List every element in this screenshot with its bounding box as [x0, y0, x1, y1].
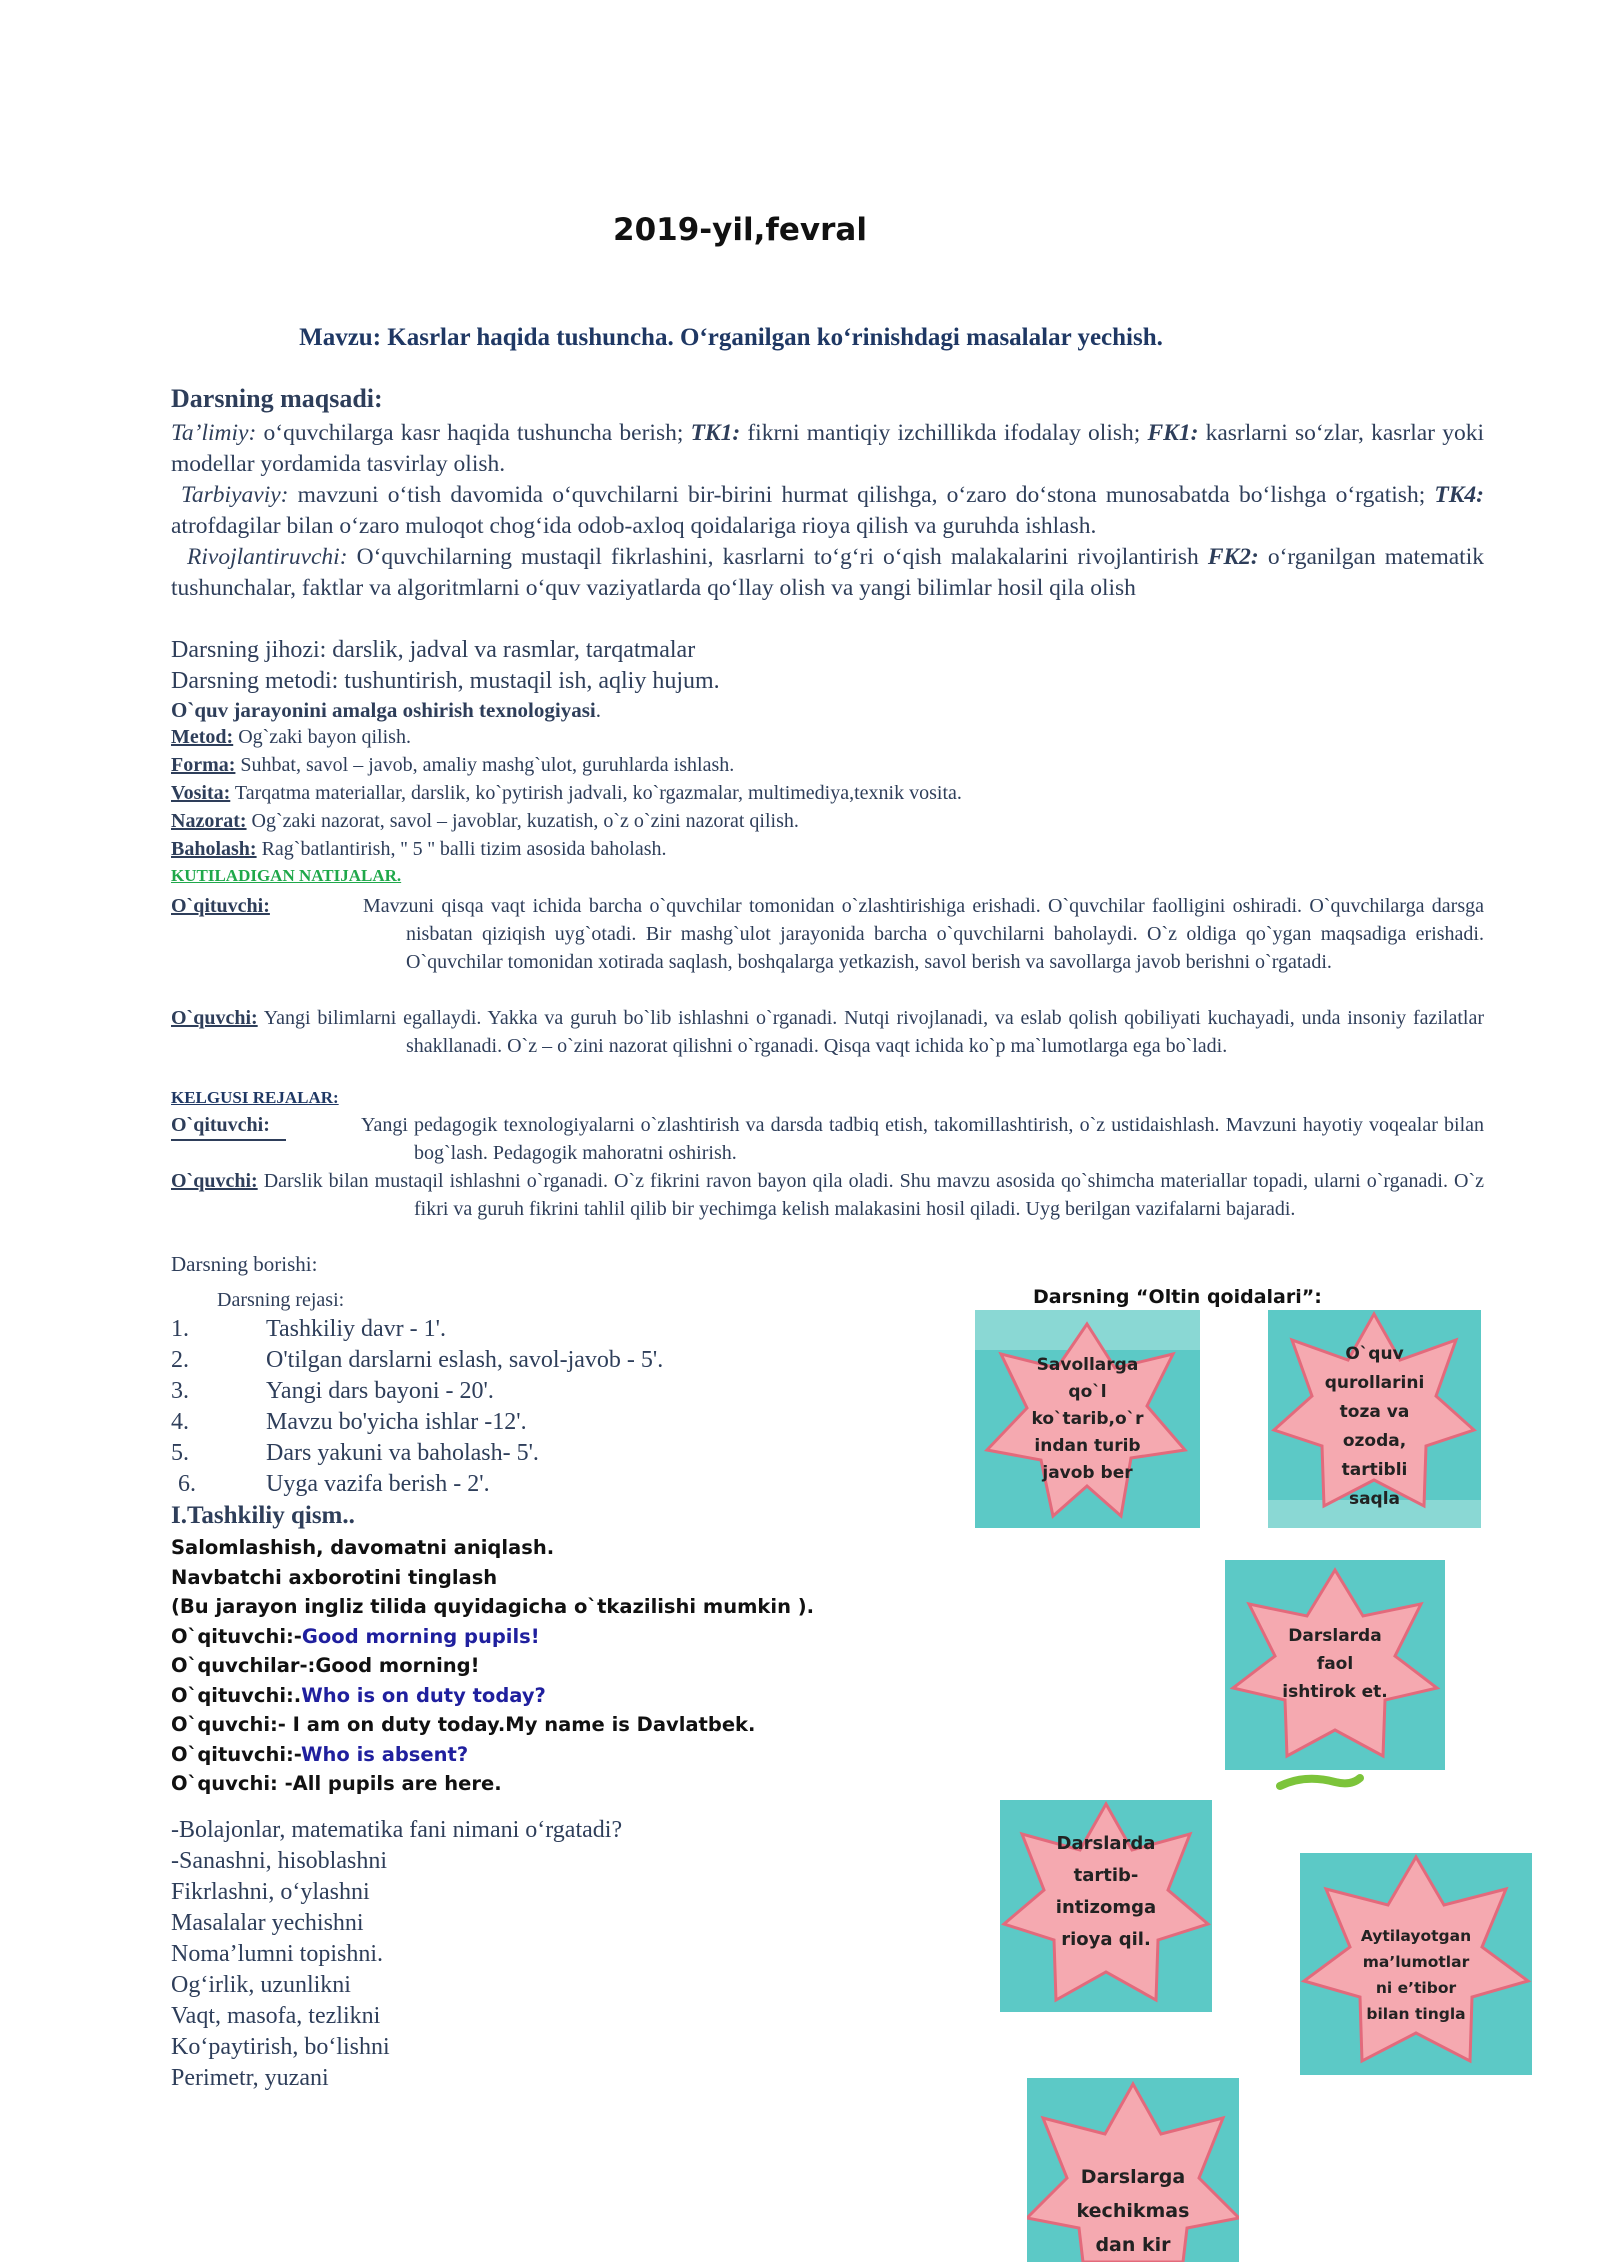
- dialog-line: O`quvchilar-:Good morning!: [171, 1654, 480, 1677]
- tech-row-forma: Forma: Suhbat, savol – javob, amaliy mashg`ulot, guruhlarda ishlash.: [171, 754, 735, 776]
- question-line: Noma’lumni topishni.: [171, 1941, 383, 1967]
- future-student: O`quvchi: Darslik bilan mustaqil ishlashni o`rganadi. O`z fikrini ravon bayon qila oladi. Shu mavzu asosida qo`shimcha materiallar topadi, ularni o`rganadi. O`z fikri va guruh fikrini tahlil qilib bir yechimga kelish malakasini hosil qiladi. Uyg berilgan vazifalarni bajaradi.: [171, 1170, 1484, 1220]
- tarbiyaviy-text-1: mavzuni o‘tish davomida o‘quvchilarni bir-birini hurmat qilishga, o‘zaro do‘stona munosabatda bo‘lishga o‘rgatish;: [288, 482, 1435, 508]
- rule-card-be-active: Darslarda faol ishtirok et.: [1225, 1560, 1445, 1800]
- expected-student: O`quvchi: Yangi bilimlarni egallaydi. Yakka va guruh bo`lib ishlashni o`rganadi. Nutqi rivojlanadi, va eslab qolish qobiliyati kuchayadi, unda insoniy fazilatlar shakllanadi. O`z – o`zini nazorat qilishni o`rganadi. Qisqa vaqt ichida ko`p ma`lumotlarga ega bo`ladi.: [171, 1007, 1484, 1057]
- goal-talimiy: [171, 418, 1484, 480]
- rule-card-raise-hand: Savollarga qo`l ko`tarib,o`r indan turib javob ber: [975, 1310, 1200, 1528]
- dialog-line: Navbatchi axborotini tinglash: [171, 1565, 498, 1589]
- tech-row-nazorat: Nazorat: Og`zaki nazorat, savol – javoblar, kuzatish, o`z o`zini nazorat qilish.: [171, 810, 799, 832]
- goal-rivojlantiruvchi: [171, 542, 1484, 604]
- lesson-flow-title: Darsning borishi:: [171, 1252, 318, 1276]
- talimiy-label: Ta’limiy:: [171, 420, 257, 446]
- rule-card-dont-be-late: Darslarga kechikmas dan kir: [1027, 2078, 1239, 2262]
- tech-row-vosita: Vosita: Tarqatma materiallar, darslik, ko`pytirish jadvali, ko`rgazmalar, multimediya,texnik vosita.: [171, 782, 962, 804]
- plan-item: 5. Dars yakuni va baholash- 5'.: [171, 1440, 539, 1466]
- dialog-line: (Bu jarayon ingliz tilida quyidagicha o`tkazilishi mumkin ).: [171, 1595, 815, 1618]
- talimiy-text-1: o‘quvchilarga kasr haqida tushuncha berish;: [256, 420, 691, 446]
- golden-rules-title: Darsning “Oltin qoidalari”:: [1033, 1286, 1322, 1308]
- future-teacher-text: Yangi pedagogik texnologiyalarni o`zlashtirish va darsda tadbiq etish, takomillashtirish, o`z ustidaishlash. Mavzuni hayotiy voqealar bilan bog`lash. Pedagogik mahoratni oshirish.: [361, 1114, 1484, 1164]
- dialog-line: O`qituvchi:-Who is absent?: [171, 1742, 469, 1766]
- question-line: Vaqt, masofa, tezlikni: [171, 2003, 381, 2029]
- talimiy-text-2: fikrni mantiqiy izchillikda ifodalay olish;: [740, 420, 1148, 446]
- dialog-line: O`quvchi:- I am on duty today.My name is Davlatbek.: [171, 1713, 756, 1736]
- questions-list: [171, 1815, 622, 2094]
- tk4-label: TK4:: [1434, 482, 1484, 508]
- goals-title: Darsning maqsadi:: [171, 384, 383, 413]
- talimiy-text-3: kasrlarni so‘zlar, kasrlar yoki modellar yordamida tasvirlay olish.: [171, 420, 1484, 477]
- plan-item: 4. Mavzu bo'yicha ishlar -12'.: [171, 1409, 527, 1435]
- rivoj-label: Rivojlantiruvchi:: [187, 544, 348, 570]
- question-line: Ko‘paytirish, bo‘lishni: [171, 2034, 390, 2060]
- rule-card-listen: Aytilayotgan ma’lumotlar ni e’tibor bilan tingla: [1300, 1853, 1532, 2075]
- tech-row-metod: Metod: Og`zaki bayon qilish.: [171, 726, 411, 748]
- rule-card-school-supplies: O`quv qurollarini toza va ozoda, tartibli saqla: [1268, 1310, 1481, 1528]
- lesson-method: Darsning metodi: tushuntirish, mustaqil ish, aqliy hujum.: [171, 668, 720, 694]
- tarbiyaviy-text-2: atrofdagilar bilan o‘zaro muloqot chog‘ida odob-axloq qoidalariga rioya qilish va guruhda ishlash.: [171, 513, 1097, 539]
- dialog-line: O`qituvchi:-Good morning pupils!: [171, 1624, 540, 1648]
- future-plans-title: KELGUSI REJALAR:: [171, 1088, 339, 1107]
- expected-teacher-text: Mavzuni qisqa vaqt ichida barcha o`quvchilar tomonidan o`zlashtirishiga erishadi. O`quvchilar faolligini oshiradi. O`quvchilarga darsga nisbatan qiziqish uyg`otadi. Bir mashg`ulot jarayonida barcha o`quvchilarni baholaydi. O`z oldiga qo`ygan maqsadiga erishadi. O`quvchilar tomonidan xotirada saqlash, boshqalarga yetkazish, savol berish va savollarga javob berishni o`rgatadi.: [363, 895, 1484, 973]
- lesson-topic: Mavzu: Kasrlar haqida tushuncha. O‘rganilgan ko‘rinishdagi masalalar yechish.: [299, 324, 1163, 351]
- lesson-plan-list: [171, 1316, 663, 1502]
- fk1-label: FK1:: [1147, 420, 1199, 446]
- plan-item: 1. Tashkiliy davr - 1'.: [171, 1316, 446, 1342]
- future-teacher-label: O`qituvchi:: [171, 1111, 286, 1141]
- question-line: Og‘irlik, uzunlikni: [171, 1972, 351, 1998]
- dialog-line: Salomlashish, davomatni aniqlash.: [171, 1536, 555, 1559]
- dialog-block: [171, 1533, 814, 1799]
- tarbiyaviy-label: Tarbiyaviy:: [181, 482, 289, 508]
- fk2-label: FK2:: [1207, 544, 1259, 570]
- organizational-part-title: I.Tashkiliy qism..: [171, 1502, 355, 1529]
- plan-item: 6. Uyga vazifa berish - 2'.: [178, 1471, 490, 1497]
- dialog-line: O`quvchi: -All pupils are here.: [171, 1772, 502, 1795]
- tk1-label: TK1:: [690, 420, 741, 446]
- document-date: 2019-yil,fevral: [613, 212, 867, 248]
- question-line: Perimetr, yuzani: [171, 2065, 329, 2091]
- rivoj-text-1: O‘quvchilarning mustaqil fikrlashini, kasrlarni to‘g‘ri o‘qish malakalarini rivojlantirish: [347, 544, 1208, 570]
- question-line: Masalalar yechishni: [171, 1910, 364, 1936]
- plan-item: 3. Yangi dars bayoni - 20'.: [171, 1378, 494, 1404]
- expected-teacher-label: O`qituvchi:: [171, 895, 270, 917]
- tech-row-baholash: Baholash: Rag`batlantirish, '' 5 '' balli tizim asosida baholash.: [171, 838, 667, 860]
- dialog-line: O`qituvchi:.Who is on duty today?: [171, 1683, 546, 1707]
- expected-results-title: KUTILADIGAN NATIJALAR.: [171, 866, 402, 885]
- plan-item: 2. O'tilgan darslarni eslash, savol-javob - 5'.: [171, 1347, 664, 1373]
- goal-tarbiyaviy: [171, 480, 1484, 542]
- technology-title: O`quv jarayonini amalga oshirish texnologiyasi.: [171, 698, 601, 722]
- question-line: Fikrlashni, o‘ylashni: [171, 1879, 370, 1905]
- lesson-plan-title: Darsning rejasi:: [217, 1289, 345, 1311]
- lesson-equipment: Darsning jihozi: darslik, jadval va rasmlar, tarqatmalar: [171, 637, 696, 663]
- rule-card-discipline: Darslarda tartib- intizomga rioya qil.: [1000, 1800, 1212, 2012]
- question-line: -Bolajonlar, matematika fani nimani o‘rgatadi?: [171, 1817, 623, 1843]
- question-line: -Sanashni, hisoblashni: [171, 1848, 387, 1874]
- rivoj-text-2: o‘rganilgan matematik tushunchalar, faktlar va algoritmlarni o‘quv vaziyatlarda qo‘llay olish va yangi bilimlar hosil qila olish: [171, 544, 1484, 601]
